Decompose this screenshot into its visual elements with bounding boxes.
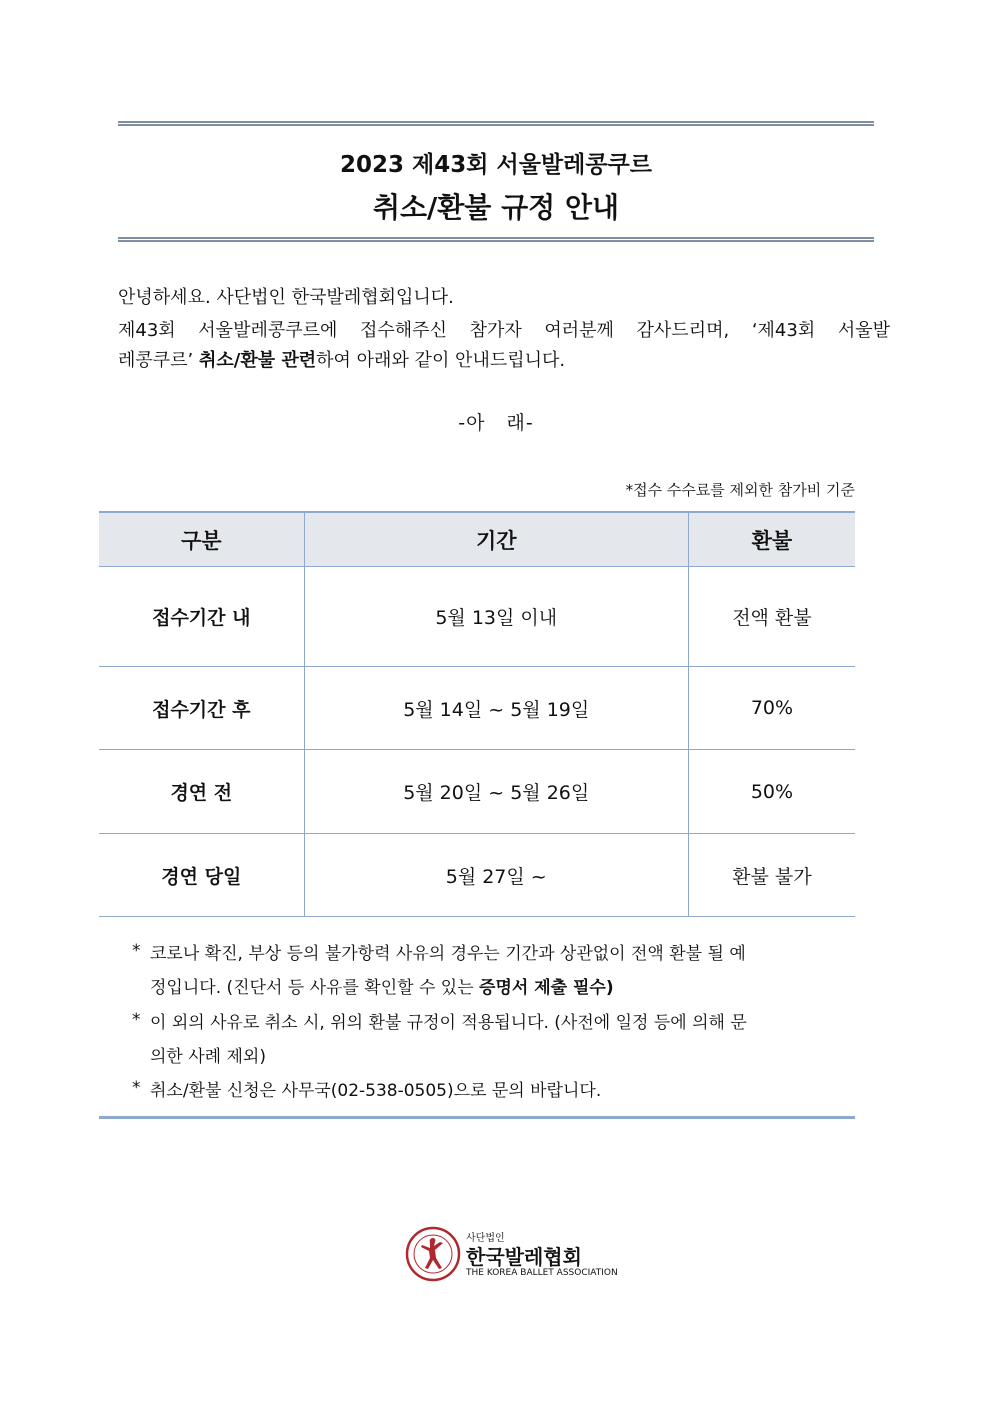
header-refund: 환불 bbox=[688, 512, 855, 567]
intro-line3-pre: 레콩쿠르’ bbox=[118, 350, 199, 371]
note1-line2-pre: 정입니다. (진단서 등 사유를 확인할 수 있는 bbox=[150, 978, 480, 998]
intro-line3-post: 하여 아래와 같이 안내드립니다. bbox=[316, 350, 566, 371]
row-label: 경연 전 bbox=[99, 750, 304, 834]
intro-line3-bold: 취소/환불 관련 bbox=[199, 350, 317, 371]
association-logo bbox=[405, 1223, 635, 1285]
table-row bbox=[99, 667, 855, 750]
note2-line1: 이 외의 사유로 취소 시, 위의 환불 규정이 적용됩니다. (사전에 일정 등에 의해 문 bbox=[150, 1013, 747, 1033]
document-title-line1: 2023 제43회 서울발레콩쿠르 bbox=[340, 152, 652, 178]
row-period: 5월 14일 ~ 5월 19일 bbox=[304, 667, 688, 750]
row-refund: 전액 환불 bbox=[688, 567, 855, 667]
document-title-line2: 취소/환불 규정 안내 bbox=[372, 191, 620, 224]
table-row bbox=[99, 567, 855, 667]
note-bullet: * bbox=[132, 1078, 141, 1098]
top-rule bbox=[118, 121, 874, 126]
note1-line1: 코로나 확진, 부상 등의 불가항력 사유의 경우는 기간과 상관없이 전액 환불 될 예 bbox=[150, 944, 746, 964]
row-label: 접수기간 후 bbox=[99, 667, 304, 750]
table-row bbox=[99, 834, 855, 917]
section-mark: -아 래- bbox=[458, 412, 534, 434]
header-category: 구분 bbox=[99, 512, 304, 567]
ballet-emblem-icon bbox=[405, 1226, 461, 1282]
logo-name: 한국발레협회 bbox=[466, 1245, 582, 1269]
logo-small-text: 사단법인 bbox=[466, 1233, 505, 1244]
note-bullet: * bbox=[132, 941, 141, 961]
row-refund: 70% bbox=[688, 667, 855, 750]
intro-greeting: 안녕하세요. 사단법인 한국발레협회입니다. bbox=[118, 287, 454, 308]
bottom-rule bbox=[118, 237, 874, 242]
notes-section bbox=[99, 916, 855, 1119]
note-bullet: * bbox=[132, 1010, 141, 1030]
note1-line2-bold: 증명서 제출 필수) bbox=[479, 978, 614, 998]
note3-line1: 취소/환불 신청은 사무국(02-538-0505)으로 문의 바랍니다. bbox=[150, 1081, 602, 1101]
row-period: 5월 13일 이내 bbox=[304, 567, 688, 667]
row-refund: 50% bbox=[688, 750, 855, 834]
fee-note: *접수 수수료를 제외한 참가비 기준 bbox=[625, 481, 855, 499]
intro-line3 bbox=[118, 346, 565, 372]
note1-line2 bbox=[150, 973, 614, 998]
row-label: 경연 당일 bbox=[99, 834, 304, 917]
logo-english-name: THE KOREA BALLET ASSOCIATION bbox=[466, 1268, 618, 1278]
intro-line2: 제43회 서울발레콩쿠르에 접수해주신 참가자 여러분께 감사드리며, ‘제43회 서울발 bbox=[118, 320, 890, 341]
table-row bbox=[99, 750, 855, 834]
row-refund: 환불 불가 bbox=[688, 834, 855, 917]
row-label: 접수기간 내 bbox=[99, 567, 304, 667]
row-period: 5월 27일 ~ bbox=[304, 834, 688, 917]
row-period: 5월 20일 ~ 5월 26일 bbox=[304, 750, 688, 834]
table-header-row bbox=[99, 512, 855, 567]
note2-line2: 의한 사례 제외) bbox=[150, 1047, 266, 1067]
refund-table bbox=[99, 511, 855, 917]
header-period: 기간 bbox=[304, 512, 688, 567]
